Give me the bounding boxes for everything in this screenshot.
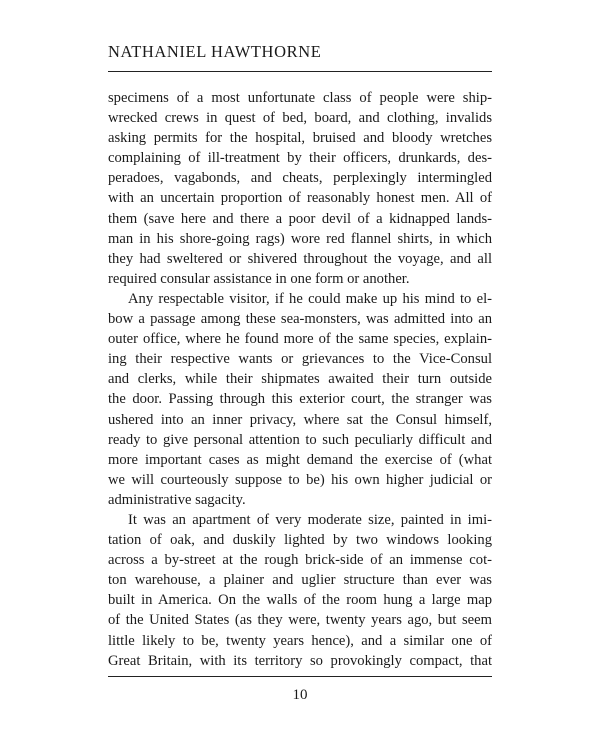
- text-line: ushered into an inner privacy, where sat the Consul himself,: [108, 411, 492, 428]
- footer-rule: [108, 676, 492, 677]
- text-line: them (save here and there a poor devil of a kidnapped lands-: [108, 210, 492, 227]
- text-line: ready to give personal attention to such peculiarly difficult and: [108, 431, 492, 448]
- text-line: tation of oak, and duskily lighted by two windows looking: [108, 532, 492, 549]
- paragraph-2: [108, 289, 492, 510]
- text-line: It was an apartment of very moderate size, painted in imi-: [128, 511, 492, 528]
- paragraph-1: [108, 88, 492, 289]
- page-number: 10: [292, 687, 308, 703]
- text-line: with an uncertain proportion of reasonably honest men. All of: [108, 190, 492, 207]
- text-line: little likely to be, twenty years hence), and a similar one of: [108, 632, 492, 649]
- body-text: [108, 88, 492, 671]
- text-line: we will courteously suppose to be) his own higher judicial or: [108, 471, 492, 488]
- text-line: Great Britain, with its territory so provokingly compact, that: [108, 652, 492, 669]
- text-line: required consular assistance in one form or another.: [108, 270, 410, 287]
- text-line: peradoes, vagabonds, and cheats, perplexingly intermingled: [108, 170, 492, 187]
- text-line: bow a passage among these sea-monsters, was admitted into an: [108, 311, 492, 328]
- text-line: complaining of ill-treatment by their officers, drunkards, des-: [108, 150, 492, 167]
- text-line: built in America. On the walls of the room hung a large map: [108, 592, 492, 609]
- text-line: the door. Passing through this exterior court, the stranger was: [108, 391, 492, 408]
- text-line: and clerks, while their shipmates awaited their turn outside: [108, 371, 492, 388]
- text-line: wrecked crews in quest of bed, board, and clothing, invalids: [108, 110, 492, 127]
- text-line: asking permits for the hospital, bruised and bloody wretches: [108, 130, 492, 147]
- paragraph-3: [108, 510, 492, 671]
- running-head: NATHANIEL HAWTHORNE: [108, 42, 322, 61]
- text-line: administrative sagacity.: [108, 491, 246, 508]
- text-line: outer office, where he found more of the same species, explain-: [108, 331, 492, 348]
- text-line: across a by-street at the rough brick-side of an immense cot-: [108, 552, 492, 569]
- text-line: specimens of a most unfortunate class of people were ship-: [108, 90, 492, 106]
- text-line: of the United States (as they were, twenty years ago, but seem: [108, 612, 492, 629]
- text-line: ing their respective wants or grievances to the Vice-Consul: [108, 351, 492, 368]
- text-line: they had sweltered or shivered throughout the voyage, and all: [108, 250, 492, 267]
- text-line: Any respectable visitor, if he could make up his mind to el-: [128, 290, 492, 307]
- text-line: ton warehouse, a plainer and uglier structure than ever was: [108, 572, 492, 589]
- header-rule: [108, 71, 492, 72]
- text-line: man in his shore-going rags) wore red flannel shirts, in which: [108, 230, 492, 247]
- text-line: more important cases as might demand the exercise of (what: [108, 451, 492, 468]
